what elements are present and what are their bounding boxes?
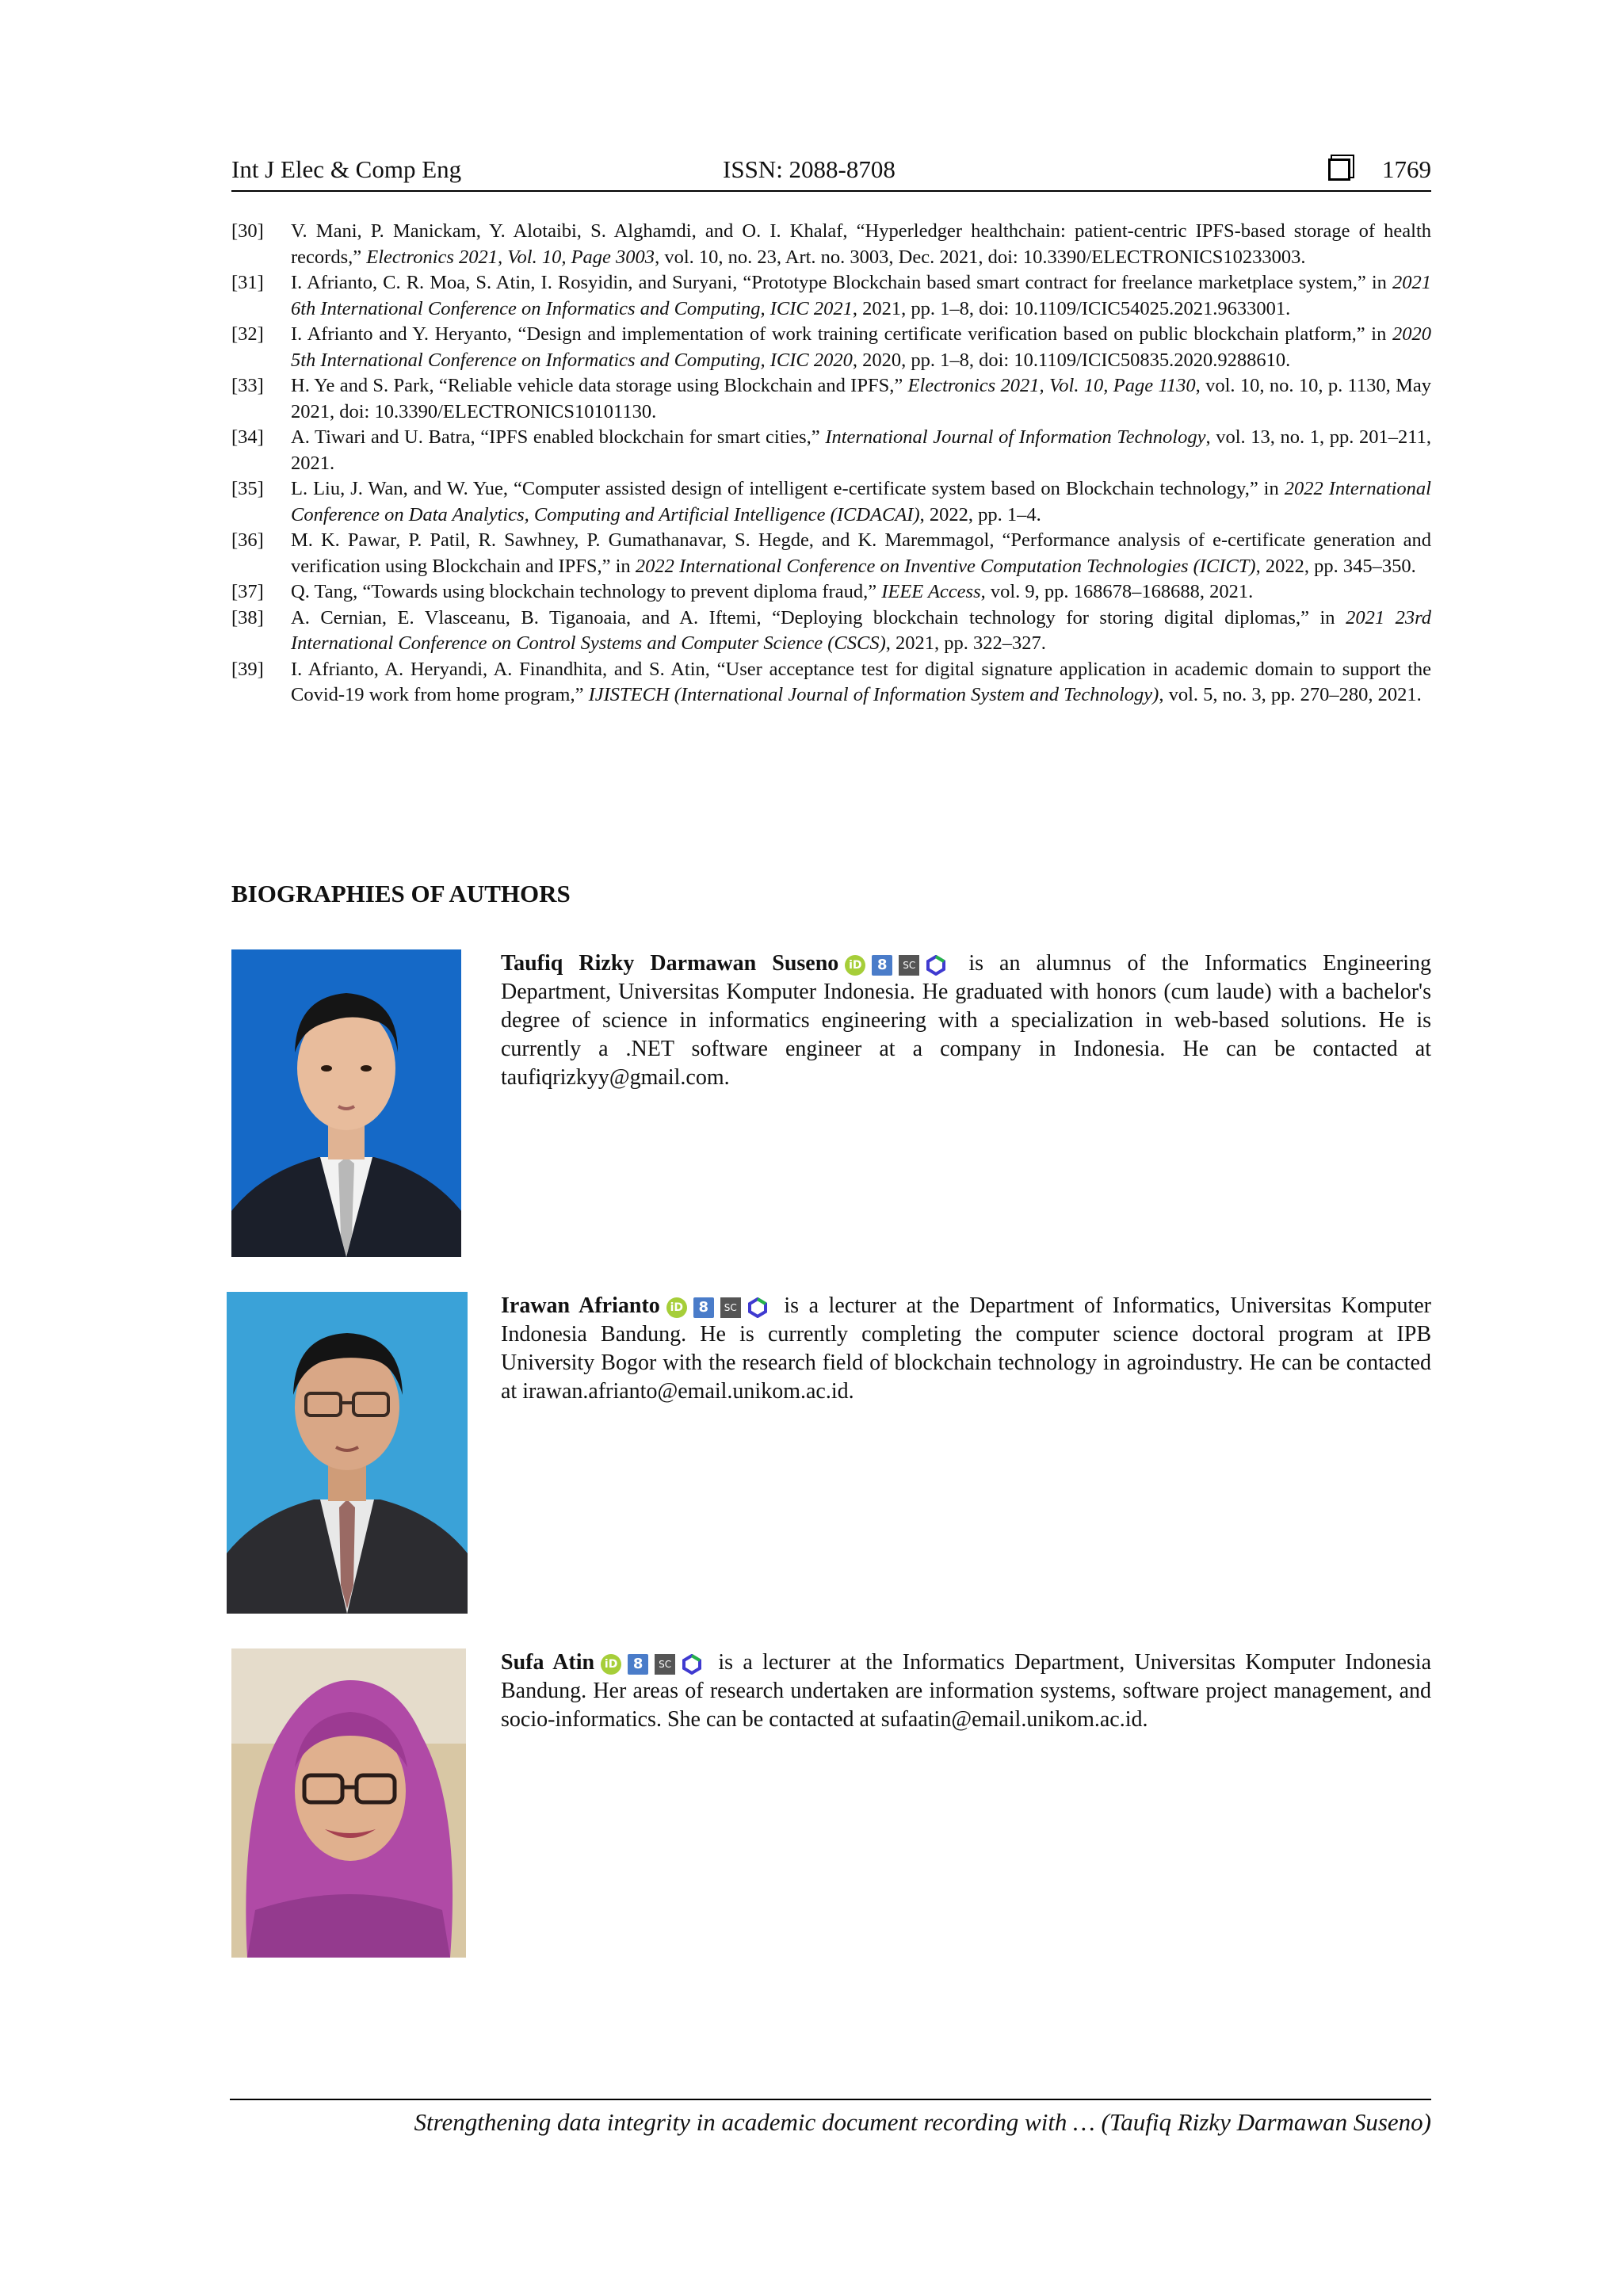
author-bio-text-3 [501, 1648, 1431, 1734]
reference-segment: A. Tiwari and U. Batra, “IPFS enabled blockchain for smart cities,” [291, 426, 826, 448]
author-name-3: Sufa Atin [501, 1650, 595, 1675]
reference-segment: , 2022, pp. 345–350. [1255, 555, 1416, 577]
reference-segment: , 2021, pp. 1–8, doi: 10.1109/ICIC54025.2021.9633001. [852, 297, 1291, 319]
publons-icon[interactable] [747, 1297, 768, 1318]
reference-segment: V. Mani, P. Manickam, Y. Alotaibi, S. Alghamdi, and O. I. Khalaf, “Hyperledger healthchain: patient-centric IPFS-based storage of health records,” [291, 220, 1431, 268]
reference-item [231, 322, 1431, 373]
author-photo-3 [231, 1648, 466, 1958]
reference-item [231, 476, 1431, 528]
reference-item [231, 373, 1431, 425]
reference-segment: , 2022, pp. 1–4. [919, 503, 1041, 525]
scopus-icon[interactable]: SC [720, 1297, 741, 1318]
reference-item [231, 606, 1431, 657]
reference-venue: 2022 International Conference on Inventive Computation Technologies (ICICT) [635, 555, 1256, 577]
reference-venue: Electronics 2021, Vol. 10, Page 3003 [366, 246, 655, 268]
page-number: 1769 [1382, 155, 1431, 183]
reference-text [291, 425, 1431, 476]
google-scholar-icon[interactable]: 8 [872, 955, 892, 976]
author-name-2: Irawan Afrianto [501, 1293, 660, 1318]
reference-segment: Q. Tang, “Towards using blockchain technology to prevent diploma fraud,” [291, 581, 882, 602]
reference-text [291, 322, 1431, 373]
orcid-icon[interactable]: iD [666, 1297, 687, 1318]
reference-item [231, 219, 1431, 270]
reference-number: [36] [231, 529, 264, 551]
reference-text [291, 606, 1431, 657]
reference-segment: A. Cernian, E. Vlasceanu, B. Tiganoaia, and A. Iftemi, “Deploying blockchain technology for storing digital diplomas,” in [291, 606, 1346, 628]
reference-text [291, 219, 1431, 270]
reference-item [231, 528, 1431, 579]
scopus-icon[interactable]: SC [899, 955, 919, 976]
reference-item [231, 425, 1431, 476]
orcid-icon[interactable]: iD [845, 955, 865, 976]
reference-item [231, 579, 1431, 606]
publons-icon[interactable] [926, 955, 946, 976]
reference-number: [39] [231, 658, 264, 680]
author-bio-body-1: is an alumnus of the Informatics Engineering Department, Universitas Komputer Indonesia. He graduated with honors (cum laude) with a bachelor's degree of science in informatics engineering with a specialization in web-based solutions. He is currently a .NET software engineer at a company in Indonesia. He can be contacted at taufiqrizkyy@gmail.com. [501, 951, 1432, 1090]
reference-number: [32] [231, 323, 264, 345]
reference-segment: L. Liu, J. Wan, and W. Yue, “Computer assisted design of intelligent e-certificate system based on Blockchain technology,” in [291, 478, 1285, 499]
reference-number: [37] [231, 581, 264, 602]
reference-text [291, 373, 1431, 425]
reference-segment: I. Afrianto and Y. Heryanto, “Design and implementation of work training certificate verification based on public blockchain platform,” in [291, 323, 1392, 345]
reference-segment: , vol. 9, pp. 168678–168688, 2021. [980, 581, 1254, 602]
reference-number: [38] [231, 606, 264, 628]
reference-venue: International Journal of Information Technology [825, 426, 1206, 448]
reference-item [231, 270, 1431, 322]
reference-venue: 2021 6th International Conference on Informatics and Computing, ICIC 2021 [291, 272, 1431, 319]
author-photo-1 [231, 949, 461, 1257]
scopus-icon[interactable]: SC [655, 1654, 675, 1675]
reference-segment: H. Ye and S. Park, “Reliable vehicle data storage using Blockchain and IPFS,” [291, 375, 908, 396]
reference-number: [30] [231, 220, 264, 242]
reference-segment: , vol. 10, no. 10, p. 1130, May 2021, doi: 10.3390/ELECTRONICS10101130. [291, 375, 1432, 422]
reference-segment: , vol. 13, no. 1, pp. 201–211, 2021. [291, 426, 1431, 474]
reference-venue: 2021 23rd International Conference on Control Systems and Computer Science (CSCS) [291, 606, 1431, 654]
reference-number: [33] [231, 375, 264, 396]
reference-text [291, 579, 1431, 606]
reference-number: [31] [231, 272, 264, 293]
reference-list [231, 219, 1431, 709]
reference-venue: Electronics 2021, Vol. 10, Page 1130 [907, 375, 1196, 396]
reference-segment: , 2021, pp. 322–327. [885, 632, 1046, 654]
section-title: BIOGRAPHIES OF AUTHORS [231, 880, 571, 907]
reference-segment: , 2020, pp. 1–8, doi: 10.1109/ICIC50835.2020.9288610. [852, 349, 1291, 371]
reference-text [291, 528, 1431, 579]
google-scholar-icon[interactable]: 8 [693, 1297, 714, 1318]
publons-icon[interactable] [682, 1654, 702, 1675]
reference-segment: , vol. 5, no. 3, pp. 270–280, 2021. [1159, 684, 1422, 705]
reference-number: [35] [231, 478, 264, 499]
author-bio-body-3: is a lecturer at the Informatics Department, Universitas Komputer Indonesia Bandung. Her areas of research undertaken are information systems, software project management, and socio-informatics. She can be contacted at sufaatin@email.unikom.ac.id. [501, 1650, 1432, 1732]
reference-segment: I. Afrianto, A. Heryandi, A. Finandhita, and S. Atin, “User acceptance test for digital signature application in academic domain to support the Covid-19 work from home program,” [291, 658, 1431, 705]
journal-name: Int J Elec & Comp Eng [231, 155, 462, 183]
author-bio-text-1 [501, 949, 1431, 1092]
reference-segment: , vol. 10, no. 23, Art. no. 3003, Dec. 2021, doi: 10.3390/ELECTRONICS10233003. [655, 246, 1306, 268]
running-header [231, 155, 1431, 192]
reference-text [291, 657, 1431, 709]
reference-text [291, 270, 1431, 322]
reference-venue: 2020 5th International Conference on Informatics and Computing, ICIC 2020 [291, 323, 1431, 371]
reference-venue: IEEE Access [881, 581, 981, 602]
reference-segment: I. Afrianto, C. R. Moa, S. Atin, I. Rosyidin, and Suryani, “Prototype Blockchain based smart contract for freelance marketplace system,” in [291, 272, 1392, 293]
author-photo-2 [227, 1292, 468, 1614]
reference-venue: IJISTECH (International Journal of Information System and Technology) [588, 684, 1159, 705]
issn: ISSN: 2088-8708 [723, 155, 896, 183]
running-footer: Strengthening data integrity in academic document recording with … (Taufiq Rizky Darmawan Suseno) [230, 2099, 1431, 2137]
orcid-icon[interactable]: iD [601, 1654, 621, 1675]
page-icon [1328, 159, 1350, 181]
reference-venue: 2022 International Conference on Data Analytics, Computing and Artificial Intelligence (ICDACAI) [291, 478, 1431, 525]
author-bio-body-2: is a lecturer at the Department of Informatics, Universitas Komputer Indonesia Bandung. He is currently completing the computer science doctoral program at IPB University Bogor with the research field of blockchain technology in agroindustry. He can be contacted at irawan.afrianto@email.unikom.ac.id. [501, 1293, 1431, 1404]
reference-number: [34] [231, 426, 264, 448]
reference-item [231, 657, 1431, 709]
author-name-1: Taufiq Rizky Darmawan Suseno [501, 951, 839, 976]
google-scholar-icon[interactable]: 8 [628, 1654, 648, 1675]
reference-text [291, 476, 1431, 528]
reference-segment: M. K. Pawar, P. Patil, R. Sawhney, P. Gumathanavar, S. Hegde, and K. Maremmagol, “Performance analysis of e-certificate generation and verification using Blockchain and IPFS,” in [291, 529, 1431, 577]
author-bio-text-2 [501, 1292, 1431, 1406]
